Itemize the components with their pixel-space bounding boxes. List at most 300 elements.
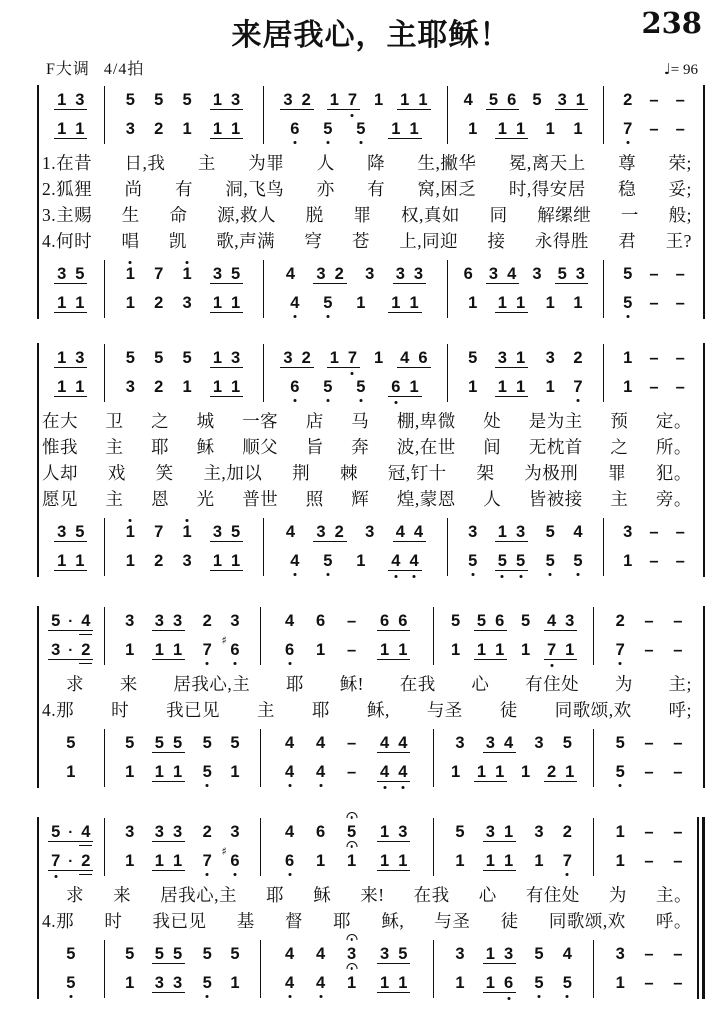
lyric-syllable: 愿见	[42, 488, 78, 509]
note: 5	[476, 611, 487, 630]
note: 7	[154, 264, 164, 283]
note: 1	[380, 973, 390, 992]
lyric-syllable: 戏	[107, 462, 126, 483]
lyric-syllable: 4.那	[42, 910, 75, 931]
beam-group	[495, 294, 528, 314]
verse-lyrics	[38, 146, 704, 258]
note: –	[673, 733, 683, 752]
note: 3	[503, 944, 514, 963]
note: 4	[284, 974, 295, 994]
note: 1	[230, 973, 240, 992]
notation-line	[38, 289, 104, 318]
lyric-line	[42, 670, 692, 696]
chorus-lyrics	[38, 878, 704, 938]
beam-group	[495, 378, 528, 398]
beam-group	[388, 120, 421, 140]
lyric-syllable: 之	[151, 410, 170, 431]
measure	[434, 818, 594, 876]
note: –	[644, 944, 654, 963]
lyric-syllable: 波,在世	[396, 436, 456, 457]
beam-group	[48, 641, 93, 661]
note: 1	[545, 119, 555, 138]
note: 5	[534, 944, 544, 963]
lod-mark	[293, 315, 296, 318]
note: 5	[545, 552, 556, 572]
note: 1	[503, 822, 514, 841]
lyric-syllable: 主	[105, 488, 124, 509]
note: 1	[515, 119, 526, 138]
note: 5	[322, 552, 333, 572]
note: 3	[545, 348, 555, 367]
note: 4	[408, 552, 419, 571]
lyric-syllable: 亦	[316, 178, 335, 199]
lyric-line	[42, 227, 692, 253]
note: 5	[615, 763, 626, 783]
note: 6	[315, 611, 326, 630]
lod-mark	[293, 141, 296, 144]
note: 4	[285, 264, 295, 283]
lyric-syllable: 同歌颂,欢	[554, 699, 632, 720]
notation-line	[448, 260, 604, 289]
lyric-syllable: 与圣	[426, 699, 463, 720]
notation-line	[105, 289, 264, 318]
lyric-syllable: 唱	[121, 230, 140, 251]
note: –	[644, 733, 654, 752]
notation-line	[448, 518, 604, 547]
note: 1	[125, 640, 135, 659]
note: –	[673, 973, 683, 992]
note: 7	[50, 852, 61, 871]
lyric-syllable: 同	[489, 204, 508, 225]
note: 3	[380, 944, 390, 963]
note: 3	[455, 944, 465, 963]
system-3	[38, 605, 704, 789]
lyric-syllable: 居我心,主	[173, 673, 251, 694]
beam-group	[544, 763, 577, 783]
measure	[434, 940, 594, 998]
note: 1	[212, 348, 223, 367]
lyric-syllable: 煌,蒙恩	[396, 488, 456, 509]
note: –	[675, 293, 685, 312]
note: –	[673, 640, 683, 659]
note: 3	[75, 90, 85, 109]
beam-group	[48, 852, 93, 872]
measure	[434, 729, 594, 787]
note: 4	[398, 733, 408, 752]
note: 2	[154, 119, 164, 138]
note: 6	[418, 348, 428, 367]
note: 1	[380, 640, 390, 659]
lod-mark	[566, 995, 569, 998]
lyric-syllable: 恩	[151, 488, 170, 509]
note: 6	[380, 611, 390, 630]
lyric-syllable: 在大	[42, 410, 78, 431]
notation-line	[105, 344, 264, 373]
lyric-syllable: 与圣	[434, 910, 471, 931]
notation-line	[594, 969, 704, 998]
measure	[38, 86, 105, 144]
lyric-syllable: 处	[483, 410, 502, 431]
note: 2	[154, 293, 164, 312]
notation-line	[105, 115, 264, 144]
lyric-syllable: 源,救人	[217, 204, 277, 225]
note: –	[675, 119, 685, 138]
lyric-syllable: 主,加以	[203, 462, 263, 483]
note: 3	[615, 944, 625, 963]
note: 5	[125, 90, 135, 109]
lod-mark	[550, 664, 553, 667]
notation-line	[38, 940, 104, 969]
note: 5	[51, 611, 61, 630]
note: –	[649, 119, 659, 138]
note: 5	[562, 733, 572, 752]
notation-line	[434, 847, 593, 876]
note: 3	[485, 822, 495, 841]
note: 2	[334, 522, 344, 541]
note: –	[649, 90, 659, 109]
key-time-signature	[46, 56, 144, 79]
lod-mark	[293, 573, 296, 576]
note: 1	[154, 851, 164, 870]
note: 1	[623, 377, 633, 396]
lyric-line	[42, 433, 692, 459]
note: 1	[125, 523, 136, 543]
note: 1	[182, 377, 192, 396]
note: 3	[172, 611, 183, 630]
note: 4	[546, 611, 557, 630]
note: 3	[515, 522, 526, 541]
note: 5	[450, 611, 461, 630]
beam-group	[152, 641, 185, 661]
note: 1	[212, 293, 223, 312]
lod-mark	[471, 573, 474, 576]
notation-line	[434, 940, 593, 969]
lyric-syllable: 徒	[499, 699, 518, 720]
notation-line	[261, 758, 433, 787]
note: 1	[75, 119, 85, 138]
notation-line	[261, 969, 433, 998]
note: 5	[521, 611, 531, 630]
note: –	[644, 851, 654, 870]
notation-line	[105, 518, 264, 547]
lyric-syllable: 1.在昔	[42, 152, 93, 173]
note: 5	[346, 823, 357, 843]
note: 1	[450, 762, 461, 781]
lyric-syllable: 顺父	[242, 436, 279, 457]
note: 3	[485, 733, 495, 752]
note: 3	[623, 522, 633, 541]
lod-mark	[351, 114, 354, 117]
tempo-value: = 96	[670, 62, 698, 78]
time-signature: 4/4拍	[103, 61, 145, 78]
note: 5	[154, 348, 164, 367]
beam-group	[397, 349, 430, 369]
tempo-marking	[664, 60, 698, 79]
notation-line	[261, 847, 433, 876]
fdot-mark	[350, 816, 353, 819]
note: –	[675, 90, 685, 109]
lod-mark	[566, 873, 569, 876]
note: 1	[57, 293, 67, 312]
note: 1	[398, 973, 408, 992]
lod-mark	[206, 995, 209, 998]
lyric-syllable: 冠,钉十	[387, 462, 447, 483]
lyric-syllable: 4.何时	[42, 230, 93, 251]
notation-line	[604, 373, 704, 402]
note: –	[673, 762, 683, 781]
note: 5	[154, 90, 164, 109]
note: 3	[468, 522, 478, 541]
note: 3	[57, 522, 67, 541]
lod-mark	[626, 141, 629, 144]
note: 5	[322, 378, 333, 398]
note: 1	[230, 762, 240, 781]
fdot-mark	[350, 845, 353, 848]
lyric-syllable: 罪	[608, 462, 627, 483]
notation-line	[264, 344, 446, 373]
note: 3	[231, 90, 241, 109]
note: 1	[485, 973, 495, 992]
notation-line	[434, 729, 593, 758]
lod-mark	[576, 573, 579, 576]
note: 3	[395, 264, 405, 283]
note: 2	[80, 641, 91, 660]
note: 4	[395, 522, 405, 541]
note: 1	[521, 762, 531, 781]
lyric-syllable: 是为主	[528, 410, 583, 431]
u2l-mark	[79, 845, 92, 847]
beam-group	[495, 523, 528, 543]
beam-group	[327, 91, 360, 111]
note: 5	[202, 733, 212, 752]
beam-group	[54, 552, 87, 572]
measure	[261, 729, 434, 787]
beam-group	[474, 763, 507, 783]
note: 2	[202, 822, 212, 841]
beam-group	[393, 523, 426, 543]
beam-group	[210, 91, 243, 111]
note: ·	[68, 824, 74, 842]
measure	[604, 344, 704, 402]
lyric-syllable: 皆被接	[528, 488, 583, 509]
note: 1	[172, 851, 183, 870]
note: 7	[622, 120, 633, 140]
note: 1	[329, 90, 339, 109]
note: 1	[182, 119, 192, 138]
beam-group	[483, 945, 516, 965]
note: 3	[51, 640, 61, 659]
lyric-syllable: 稳	[618, 178, 637, 199]
lyric-syllable: 主。	[655, 884, 692, 905]
note: 5	[355, 378, 366, 398]
beam-group	[495, 120, 528, 140]
lod-mark	[507, 997, 510, 1000]
lod-mark	[394, 401, 397, 404]
notation-line	[105, 969, 261, 998]
beam-group	[48, 612, 93, 632]
lyric-syllable: 来	[113, 884, 132, 905]
note: 3	[125, 822, 135, 841]
notation-line	[604, 518, 704, 547]
lod-mark	[519, 575, 522, 578]
note: –	[675, 522, 685, 541]
lyric-syllable: 歌,声满	[216, 230, 276, 251]
lyric-syllable: 4.那	[42, 699, 75, 720]
melody-pair	[38, 342, 704, 404]
note: 5	[488, 90, 499, 109]
lyric-syllable: 稣!	[339, 673, 365, 694]
note: 1	[515, 377, 526, 396]
note: 3	[125, 611, 135, 630]
note: 1	[497, 119, 507, 138]
lod-mark	[206, 873, 209, 876]
note: 7	[615, 641, 626, 661]
beam-group	[210, 552, 243, 572]
note: 7	[546, 641, 557, 660]
measure	[38, 818, 105, 876]
beam-group	[377, 763, 410, 783]
note: 1	[172, 640, 183, 659]
note: 1	[398, 851, 408, 870]
note: 1	[515, 293, 526, 312]
lyric-syllable: 窝,困乏	[417, 178, 477, 199]
beam-group	[210, 120, 243, 140]
note: 1	[125, 265, 136, 285]
note: 4	[284, 611, 295, 630]
note: –	[673, 851, 683, 870]
note: 3	[125, 119, 135, 138]
measure	[604, 86, 704, 144]
lyric-syllable: 生,撇华	[417, 152, 477, 173]
lod-mark	[319, 995, 322, 998]
beam-group	[54, 91, 87, 111]
lyric-syllable: 定。	[655, 410, 692, 431]
lyric-syllable: 同歌颂,欢	[548, 910, 626, 931]
note: 2	[154, 377, 164, 396]
beam-group	[280, 91, 313, 111]
lod-mark	[576, 399, 579, 402]
lyric-line	[42, 149, 692, 175]
lyric-line	[42, 459, 692, 485]
beam-group	[483, 974, 516, 994]
lyric-syllable: 无枕首	[528, 436, 583, 457]
note: 1	[495, 762, 505, 781]
notation-line	[448, 344, 604, 373]
measure	[105, 344, 265, 402]
note: 5	[455, 822, 465, 841]
lyric-syllable: 旨	[305, 436, 324, 457]
lyric-syllable: 笑	[155, 462, 174, 483]
notation-line	[448, 289, 604, 318]
lyric-syllable: 命	[169, 204, 188, 225]
note: 3	[398, 822, 408, 841]
measure	[448, 344, 605, 402]
beam-group	[210, 294, 243, 314]
beam-group	[495, 349, 528, 369]
lyric-syllable: 接	[487, 230, 506, 251]
measure	[264, 260, 447, 318]
note: 3	[57, 264, 67, 283]
lyric-syllable: 洞,飞鸟	[225, 178, 285, 199]
beam-group	[483, 734, 516, 754]
note: 4	[390, 552, 401, 571]
beam-group	[555, 91, 588, 111]
lod-mark	[351, 372, 354, 375]
beam-group	[54, 349, 87, 369]
lyric-syllable: 降	[367, 152, 386, 173]
lyric-syllable: 在我	[413, 884, 450, 905]
note: 5	[66, 944, 76, 963]
lyric-syllable: 耶	[333, 910, 352, 931]
note: 3	[365, 522, 375, 541]
lyric-syllable: 日,我	[124, 152, 166, 173]
lyric-syllable: 之	[610, 436, 629, 457]
note: 1	[125, 551, 135, 570]
lod-mark	[293, 399, 296, 402]
note: 5	[65, 974, 76, 994]
notation-line	[594, 758, 704, 787]
note: 1	[573, 293, 583, 312]
lyric-syllable: 架	[476, 462, 495, 483]
note: ·	[68, 853, 74, 871]
lyric-syllable: 主	[610, 488, 629, 509]
lyric-syllable: 心	[478, 884, 497, 905]
note: 5	[154, 944, 164, 963]
notation-line	[38, 115, 104, 144]
bass-pair	[38, 258, 704, 320]
beam-group	[486, 91, 519, 111]
lyric-syllable: 为	[608, 884, 627, 905]
note: 1	[231, 551, 241, 570]
bass-pair	[38, 727, 704, 789]
page-title: 来居我心，主耶稣！	[231, 19, 511, 52]
beam-group	[474, 641, 507, 661]
notation-line	[594, 636, 704, 665]
lyric-syllable: 稣,	[381, 910, 405, 931]
note: –	[675, 551, 685, 570]
lyric-line	[42, 696, 692, 722]
note: 2	[573, 348, 583, 367]
note: 1	[346, 974, 357, 994]
note: 1	[623, 348, 633, 367]
notation-line	[604, 289, 704, 318]
note: 1	[329, 348, 339, 367]
note: 2	[154, 551, 164, 570]
note: 5	[615, 733, 625, 752]
lyric-syllable: 人	[316, 152, 335, 173]
note: –	[675, 348, 685, 367]
note: 6	[289, 378, 300, 398]
lyric-line	[42, 907, 692, 933]
lyric-syllable: 永得胜	[534, 230, 589, 251]
beam-group	[486, 265, 519, 285]
beam-group	[313, 523, 346, 543]
note: 4	[315, 974, 326, 994]
notation-line	[38, 547, 104, 576]
note: 1	[231, 119, 241, 138]
measure	[105, 729, 262, 787]
note: 1	[66, 762, 76, 781]
note: 5	[545, 522, 555, 541]
hid-mark	[129, 519, 132, 522]
note: 1	[495, 640, 505, 659]
note: 1	[400, 90, 410, 109]
measure	[38, 260, 105, 318]
note: 3	[532, 264, 542, 283]
beam-group	[54, 120, 87, 140]
lyric-syllable: 求	[66, 673, 84, 694]
lod-mark	[537, 995, 540, 998]
